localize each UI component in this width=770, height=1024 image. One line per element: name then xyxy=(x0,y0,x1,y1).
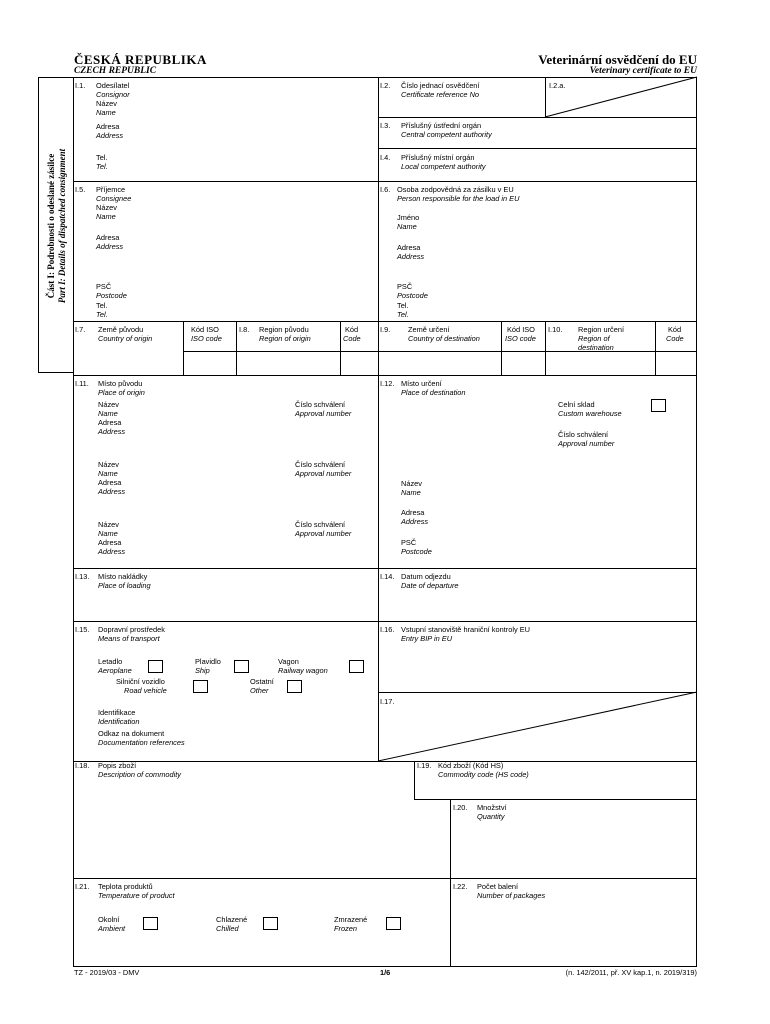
i3-label-en: Central competent authority xyxy=(401,130,492,139)
railway-checkbox[interactable] xyxy=(349,660,364,673)
divider-code-origin xyxy=(340,321,341,375)
i4-label: Příslušný místní orgán xyxy=(401,153,475,162)
footer-page-number: 1/6 xyxy=(380,968,391,977)
i15-label: Dopravní prostředek xyxy=(98,625,165,634)
road-vehicle-label: Silniční vozidlo xyxy=(116,677,165,686)
aeroplane-label: Letadlo xyxy=(98,657,123,666)
i12-number: I.12. xyxy=(380,379,395,388)
i1-name-label: Název xyxy=(96,99,117,108)
i11-name-label-en-3: Name xyxy=(98,529,118,538)
i16-label: Vstupní stanoviště hraniční kontroly EU xyxy=(401,625,530,634)
divider-i21 xyxy=(73,878,697,879)
i14-label: Datum odjezdu xyxy=(401,572,451,581)
frozen-label-en: Frozen xyxy=(334,924,358,933)
other-transport-label-en: Other xyxy=(250,686,269,695)
frozen-label: Zmrazené xyxy=(334,915,368,924)
ship-label: Plavidlo xyxy=(195,657,221,666)
chilled-checkbox[interactable] xyxy=(263,917,278,930)
divider-i20-i22 xyxy=(450,799,451,967)
i2-label: Číslo jednací osvědčení xyxy=(401,81,480,90)
divider-i3 xyxy=(378,117,697,118)
divider-i11 xyxy=(73,375,697,376)
i7-iso-label-en: ISO code xyxy=(191,334,222,343)
ambient-label-en: Ambient xyxy=(98,924,126,933)
i6-postcode-label: PSČ xyxy=(397,282,413,291)
i3-label: Příslušný ústřední orgán xyxy=(401,121,482,130)
i11-name-label-en-2: Name xyxy=(98,469,118,478)
divider-i5 xyxy=(73,181,697,182)
i18-label: Popis zboží xyxy=(98,761,137,770)
country-title: ČESKÁ REPUBLIKA xyxy=(74,52,207,67)
i20-number: I.20. xyxy=(453,803,468,812)
divider-code-dest xyxy=(655,321,656,375)
i1-label-en: Consignor xyxy=(96,90,130,99)
footer-regulation: (n. 142/2011, př. XV kap.1, n. 2019/319) xyxy=(565,968,697,977)
i22-label: Počet balení xyxy=(477,882,519,891)
i10-code-label-en: Code xyxy=(666,334,684,343)
i11-number: I.11. xyxy=(75,379,89,388)
i6-postcode-label-en: Postcode xyxy=(397,291,428,300)
i8-label: Region původu xyxy=(259,325,309,334)
divider-i18 xyxy=(73,761,697,762)
side-label-cz: Část I: Podrobnosti o odeslané zásilce xyxy=(46,153,56,299)
i2a-number: I.2.a. xyxy=(549,81,566,90)
i12-approval-label-en: Approval number xyxy=(558,439,615,448)
i15-number: I.15. xyxy=(75,625,90,634)
i5-name-label-en: Name xyxy=(96,212,116,221)
i5-name-label: Název xyxy=(96,203,117,212)
i9-label: Země určení xyxy=(408,325,450,334)
i11-approval-label-en-2: Approval number xyxy=(295,469,352,478)
i12-customs-label: Celní sklad xyxy=(558,400,595,409)
i12-customs-label-en: Custom warehouse xyxy=(558,409,622,418)
divider-i7-inner xyxy=(183,351,697,352)
i5-address-label: Adresa xyxy=(96,233,120,242)
i10-label-en-2: destination xyxy=(578,343,614,352)
other-transport-checkbox[interactable] xyxy=(287,680,302,693)
i5-address-label-en: Address xyxy=(96,242,124,251)
railway-label: Vagon xyxy=(278,657,299,666)
road-vehicle-checkbox[interactable] xyxy=(193,680,208,693)
railway-label-en: Railway wagon xyxy=(278,666,328,675)
i17-diagonal xyxy=(378,692,697,761)
i16-number: I.16. xyxy=(380,625,395,634)
i11-address-label-en-3: Address xyxy=(98,547,126,556)
i1-number: I.1. xyxy=(75,81,86,90)
i10-number: I.10. xyxy=(548,325,563,334)
form-border-right xyxy=(696,77,697,967)
i6-label: Osoba zodpovědná za zásilku v EU xyxy=(397,185,514,194)
i1-address-label-en: Address xyxy=(96,131,124,140)
i21-label: Teplota produktů xyxy=(98,882,153,891)
i6-label-en: Person responsible for the load in EU xyxy=(397,194,520,203)
i6-tel-label: Tel. xyxy=(397,301,409,310)
i12-postcode-label: PSČ xyxy=(401,538,417,547)
aeroplane-checkbox[interactable] xyxy=(148,660,163,673)
aeroplane-label-en: Aeroplane xyxy=(98,666,132,675)
i15-label-en: Means of transport xyxy=(98,634,160,643)
ship-checkbox[interactable] xyxy=(234,660,249,673)
i12-name-label: Název xyxy=(401,479,422,488)
i4-number: I.4. xyxy=(380,153,391,162)
i5-postcode-label: PSČ xyxy=(96,282,112,291)
i9-label-en: Country of destination xyxy=(408,334,480,343)
i2-number: I.2. xyxy=(380,81,391,90)
custom-warehouse-checkbox[interactable] xyxy=(651,399,666,412)
i10-label: Region určení xyxy=(578,325,625,334)
i1-tel-label-en: Tel. xyxy=(96,162,108,171)
i19-label: Kód zboží (Kód HS) xyxy=(438,761,504,770)
road-vehicle-label-en: Road vehicle xyxy=(124,686,167,695)
i19-number: I.19. xyxy=(417,761,432,770)
i14-number: I.14. xyxy=(380,572,395,581)
i9-number: I.9. xyxy=(380,325,391,334)
i5-label: Příjemce xyxy=(96,185,126,194)
divider-i15 xyxy=(73,621,697,622)
i10-label-en: Region of xyxy=(578,334,610,343)
i11-approval-label-1: Číslo schválení xyxy=(295,400,346,409)
i12-postcode-label-en: Postcode xyxy=(401,547,432,556)
i7-number: I.7. xyxy=(75,325,86,334)
i11-label-en: Place of origin xyxy=(98,388,145,397)
i11-name-label-3: Název xyxy=(98,520,119,529)
i11-approval-label-2: Číslo schválení xyxy=(295,460,346,469)
i17-number: I.17. xyxy=(380,697,395,706)
documentation-label: Odkaz na dokument xyxy=(98,729,165,738)
i12-label-en: Place of destination xyxy=(401,388,466,397)
i2-label-en: Certificate reference No xyxy=(401,90,480,99)
i12-approval-label: Číslo schválení xyxy=(558,430,609,439)
i1-name-label-en: Name xyxy=(96,108,116,117)
i1-label: Odesílatel xyxy=(96,81,130,90)
divider-iso-dest xyxy=(501,321,502,375)
i11-name-label-en-1: Name xyxy=(98,409,118,418)
footer-form-code: TZ - 2019/03 - DMV xyxy=(74,968,140,977)
i7-label-en: Country of origin xyxy=(98,334,153,343)
i20-label: Množství xyxy=(477,803,507,812)
i4-label-en: Local competent authority xyxy=(401,162,486,171)
center-divider xyxy=(378,77,379,761)
i12-name-label-en: Name xyxy=(401,488,421,497)
i13-number: I.13. xyxy=(75,572,90,581)
i6-address-label: Adresa xyxy=(397,243,421,252)
i1-address-label: Adresa xyxy=(96,122,120,131)
i7-iso-label: Kód ISO xyxy=(191,325,219,334)
divider-i7 xyxy=(73,321,697,322)
i22-label-en: Number of packages xyxy=(477,891,546,900)
i11-address-label-3: Adresa xyxy=(98,538,122,547)
i21-number: I.21. xyxy=(75,882,90,891)
certificate-form xyxy=(73,77,697,967)
side-label-en: Part I: Details of dispatched consignment xyxy=(57,148,67,304)
i11-approval-label-en-3: Approval number xyxy=(295,529,352,538)
i14-label-en: Date of departure xyxy=(401,581,459,590)
i18-label-en: Description of commodity xyxy=(98,770,181,779)
i6-name-label-en: Name xyxy=(397,222,417,231)
certificate-title-en: Veterinary certificate to EU xyxy=(589,66,697,76)
i6-tel-label-en: Tel. xyxy=(397,310,409,319)
i18-number: I.18. xyxy=(75,761,90,770)
i9-iso-label: Kód ISO xyxy=(507,325,535,334)
i19-label-en: Commodity code (HS code) xyxy=(438,770,529,779)
frozen-checkbox[interactable] xyxy=(386,917,401,930)
identification-label: Identifikace xyxy=(98,708,136,717)
i8-label-en: Region of origin xyxy=(259,334,311,343)
i8-code-label: Kód xyxy=(345,325,359,334)
i5-number: I.5. xyxy=(75,185,86,194)
i11-address-label-en-2: Address xyxy=(98,487,126,496)
i11-label: Místo původu xyxy=(98,379,143,388)
i12-address-label: Adresa xyxy=(401,508,425,517)
i5-label-en: Consignee xyxy=(96,194,132,203)
i11-address-label-1: Adresa xyxy=(98,418,122,427)
i11-address-label-2: Adresa xyxy=(98,478,122,487)
i9-iso-label-en: ISO code xyxy=(505,334,536,343)
i16-label-en: Entry BIP in EU xyxy=(401,634,453,643)
i11-approval-label-en-1: Approval number xyxy=(295,409,352,418)
i5-tel-label-en: Tel. xyxy=(96,310,108,319)
divider-i19 xyxy=(414,761,415,799)
i20-label-en: Quantity xyxy=(477,812,505,821)
other-transport-label: Ostatní xyxy=(250,677,274,686)
certificate-title: Veterinární osvědčení do EU xyxy=(538,52,697,67)
i2a-diagonal xyxy=(545,77,697,117)
i6-number: I.6. xyxy=(380,185,391,194)
i3-number: I.3. xyxy=(380,121,391,130)
i11-address-label-en-1: Address xyxy=(98,427,126,436)
form-border-bottom xyxy=(73,966,697,967)
divider-i8 xyxy=(236,321,237,375)
ambient-checkbox[interactable] xyxy=(143,917,158,930)
divider-i20 xyxy=(414,799,697,800)
chilled-label: Chlazené xyxy=(216,915,248,924)
i21-label-en: Temperature of product xyxy=(98,891,175,900)
divider-i4 xyxy=(378,148,697,149)
i5-postcode-label-en: Postcode xyxy=(96,291,127,300)
i6-address-label-en: Address xyxy=(397,252,425,261)
divider-i13 xyxy=(73,568,697,569)
i6-name-label: Jméno xyxy=(397,213,420,222)
i8-code-label-en: Code xyxy=(343,334,361,343)
i11-name-label-2: Název xyxy=(98,460,119,469)
i1-tel-label: Tel. xyxy=(96,153,108,162)
i13-label: Místo nakládky xyxy=(98,572,148,581)
i11-approval-label-3: Číslo schválení xyxy=(295,520,346,529)
chilled-label-en: Chilled xyxy=(216,924,239,933)
country-title-en: CZECH REPUBLIC xyxy=(74,66,157,76)
divider-iso-origin xyxy=(183,321,184,375)
i5-tel-label: Tel. xyxy=(96,301,108,310)
ship-label-en: Ship xyxy=(195,666,210,675)
i13-label-en: Place of loading xyxy=(98,581,151,590)
part1-side-label xyxy=(38,77,74,373)
i11-name-label-1: Název xyxy=(98,400,119,409)
i8-number: I.8. xyxy=(239,325,250,334)
divider-i10 xyxy=(545,321,546,375)
identification-label-en: Identification xyxy=(98,717,140,726)
ambient-label: Okolní xyxy=(98,915,120,924)
i10-code-label: Kód xyxy=(668,325,682,334)
form-border-left xyxy=(73,77,74,967)
i12-label: Místo určení xyxy=(401,379,442,388)
documentation-label-en: Documentation references xyxy=(98,738,185,747)
i12-address-label-en: Address xyxy=(401,517,429,526)
i7-label: Země původu xyxy=(98,325,144,334)
i22-number: I.22. xyxy=(453,882,468,891)
